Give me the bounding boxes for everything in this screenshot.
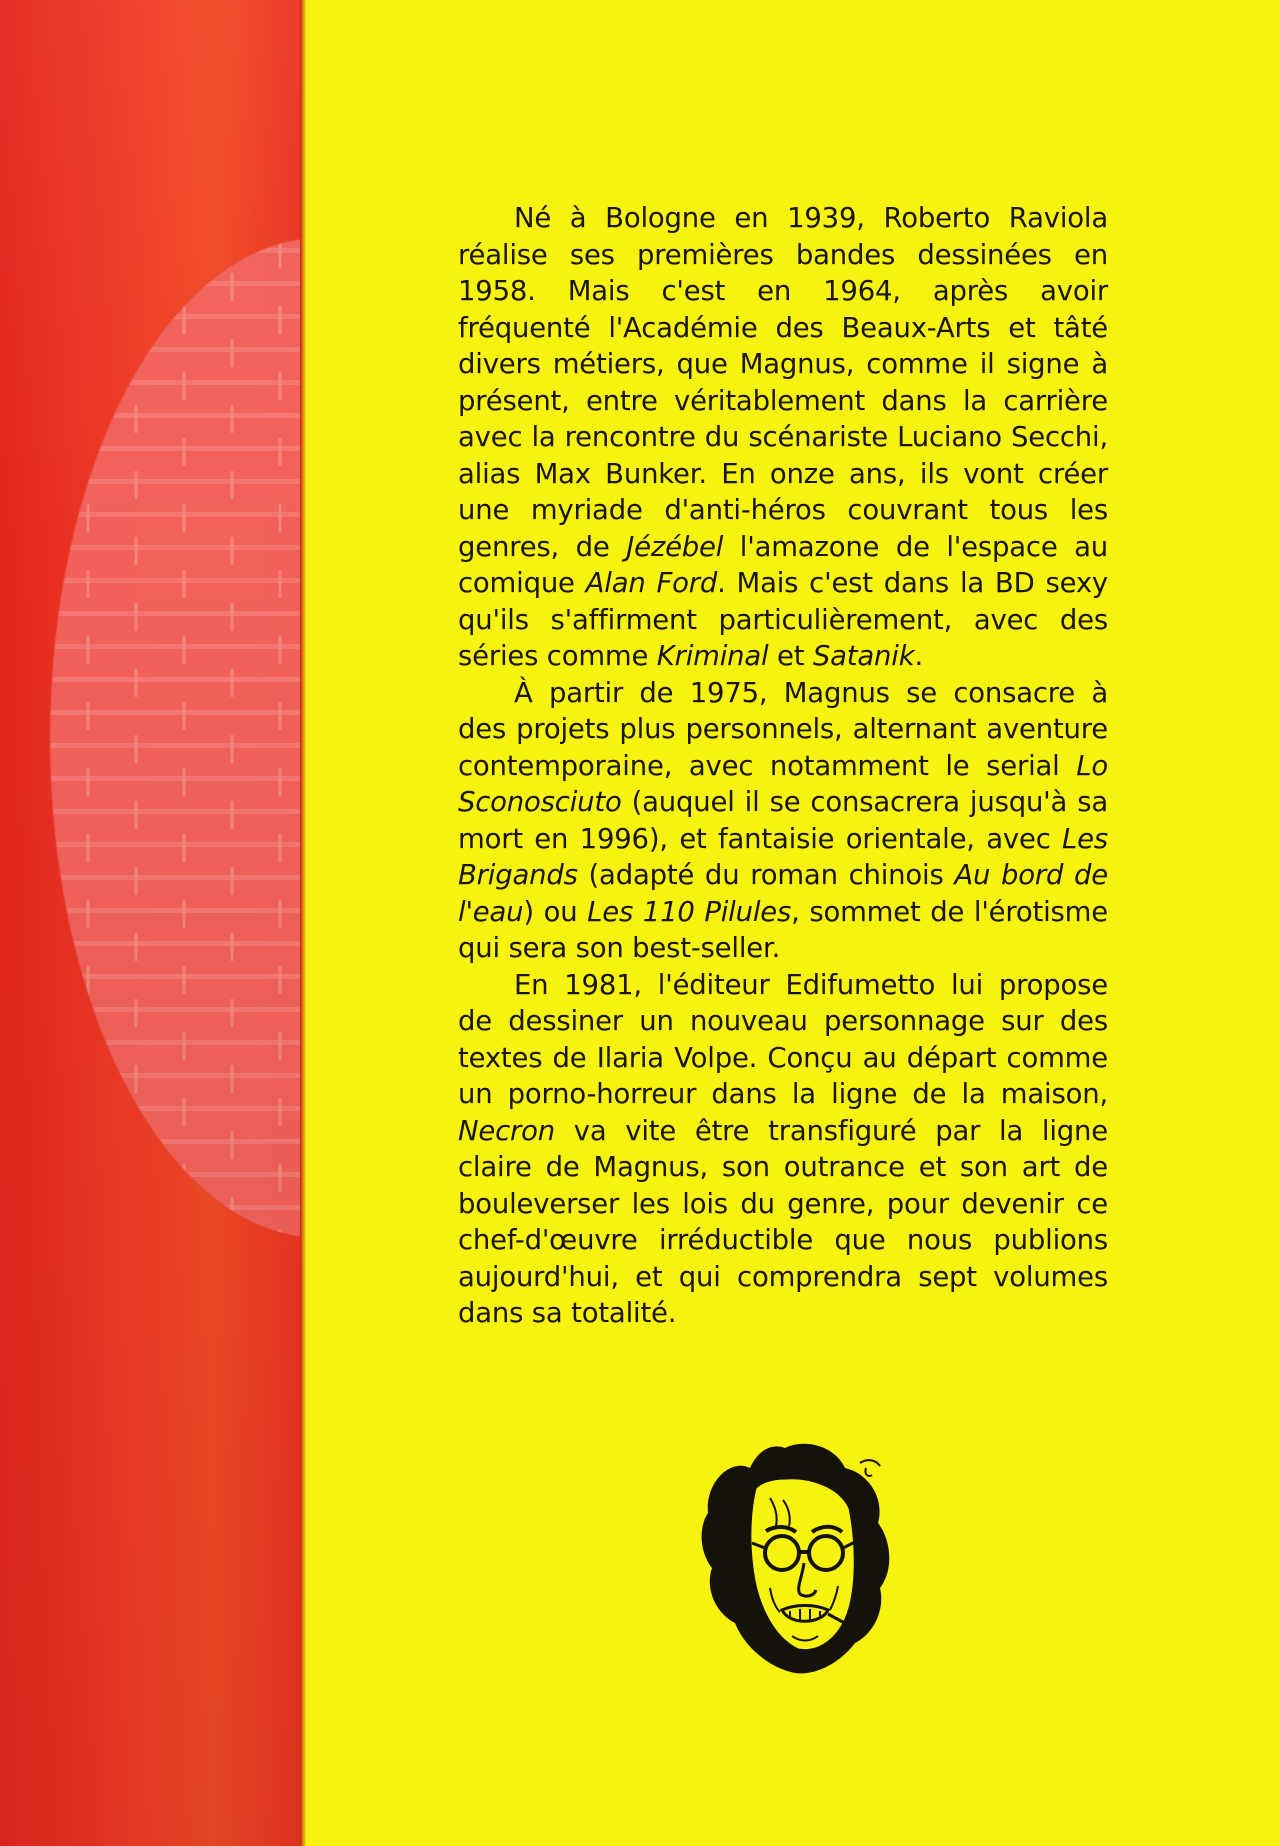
title-les-brigands: Les Brigands bbox=[458, 822, 1108, 891]
spine-shading bbox=[0, 0, 306, 1846]
title-necron: Necron bbox=[458, 1114, 555, 1147]
biography-text bbox=[458, 200, 1108, 1332]
text-span: va vite être transfiguré par la ligne claire de Magnus, son outrance et son art de bouleverser les lois du genre, pour devenir ce chef-d'œuvre irréductible que nous publions aujourd'hui, et qui comprendra sept volumes dans sa totalité. bbox=[458, 1114, 1108, 1329]
text-span: À partir de 1975, Magnus se consacre à des projets plus personnels, alternant aventure contemporaine, avec notamment le serial bbox=[458, 676, 1108, 782]
caricature-portrait-icon bbox=[690, 1428, 910, 1678]
text-span: En 1981, l'éditeur Edifumetto lui propose de dessiner un nouveau personnage sur des textes de Ilaria Volpe. Conçu au départ comme un porno-horreur dans la ligne de la maison, bbox=[458, 968, 1108, 1110]
biography-paragraph-3 bbox=[458, 967, 1108, 1332]
text-span: (adapté du roman chinois bbox=[577, 859, 955, 891]
title-kriminal: Kriminal bbox=[656, 640, 769, 672]
text-span: Né à Bologne en 1939, Roberto Raviola réalise ses premières bandes dessinées en 1958. Mais c'est en 1964, après avoir fréquenté l'Académie des Beaux-Arts et tâté divers métiers, que Magnus, comme il signe à présent, entre véritablement dans la carrière avec la rencontre du scénariste Luciano Secchi, alias Max Bunker. En onze ans, ils vont créer une myriade d'anti-héros couvrant tous les genres, de bbox=[458, 202, 1108, 563]
text-span: , sommet de l'érotisme qui sera son best-seller. bbox=[458, 895, 1108, 964]
title-alan-ford: Alan Ford bbox=[585, 567, 718, 599]
title-satanik: Satanik bbox=[812, 640, 915, 672]
text-span: . Mais c'est dans la BD sexy qu'ils s'affirment particulièrement, avec des séries comme bbox=[458, 567, 1108, 672]
red-spine-panel bbox=[0, 0, 306, 1846]
title-au-bord-de-leau: Au bord de l'eau bbox=[458, 859, 1108, 928]
biography-paragraph-1 bbox=[458, 200, 1108, 675]
title-lo-sconosciuto: Lo Sconosciuto bbox=[458, 749, 1108, 818]
text-span: . bbox=[914, 640, 923, 672]
text-span: ) ou bbox=[523, 895, 588, 928]
text-span: (auquel il se consacrera jusqu'à sa mort en 1996), et fantaisie orientale, avec bbox=[458, 786, 1108, 855]
title-les-110-pilules: Les 110 Pilules bbox=[587, 895, 792, 928]
text-span: et bbox=[768, 640, 813, 672]
biography-paragraph-2 bbox=[458, 675, 1108, 967]
spine-edge bbox=[300, 0, 306, 1846]
text-span: l'amazone de l'espace au comique bbox=[458, 530, 1109, 599]
title-jezebel: Jézébel bbox=[626, 530, 724, 563]
